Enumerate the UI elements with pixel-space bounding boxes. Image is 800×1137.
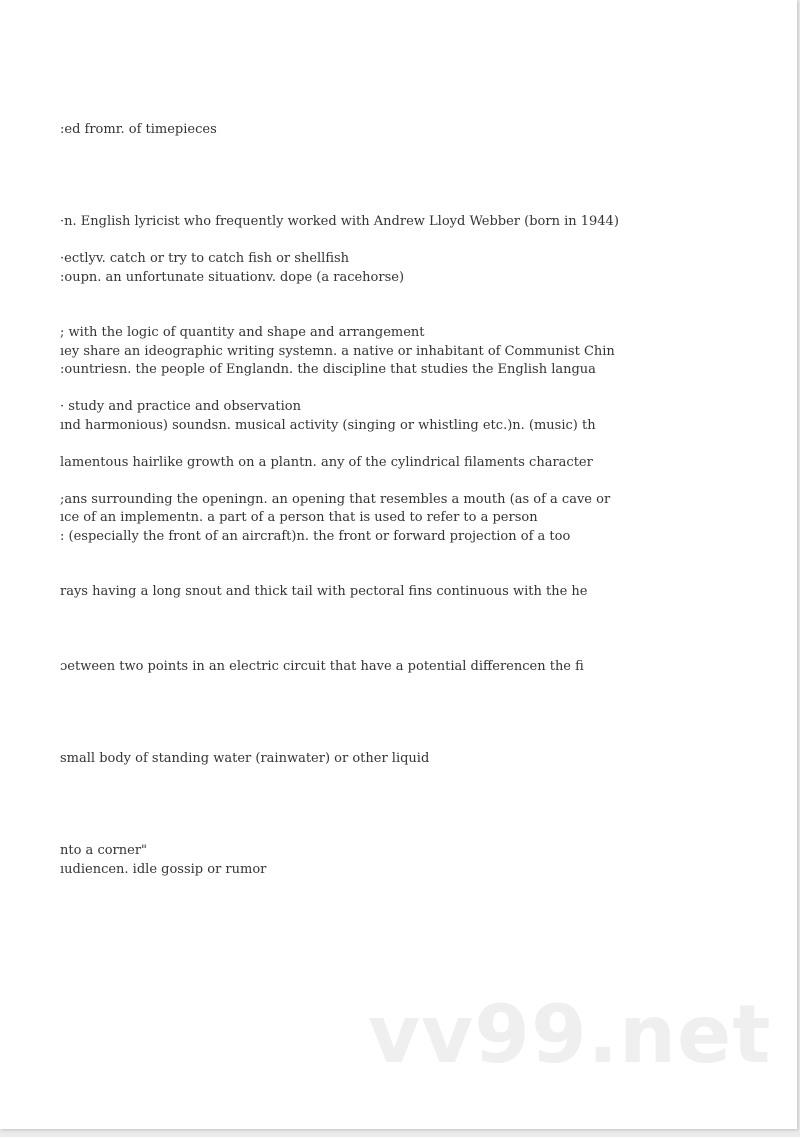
text-line: · study and practice and observation <box>60 399 301 414</box>
text-line: : (especially the front of an aircraft)n. the front or forward projection of a too <box>60 529 571 544</box>
watermark-logo: vv99.net <box>368 988 772 1081</box>
text-line: ıce of an implementn. a part of a person that is used to refer to a person <box>60 510 538 525</box>
text-line: nto a corner" <box>60 843 148 858</box>
text-line: ·n. English lyricist who frequently worked with Andrew Lloyd Webber (born in 1944) <box>60 214 619 229</box>
text-line: small body of standing water (rainwater) or other liquid <box>60 751 430 766</box>
text-line: ·ectlyv. catch or try to catch fish or shellfish <box>60 251 350 266</box>
text-line: rays having a long snout and thick tail with pectoral fins continuous with the he <box>60 584 588 599</box>
text-line: :oupn. an unfortunate situationv. dope (a racehorse) <box>60 270 405 285</box>
text-line: ɔetween two points in an electric circuit that have a potential differencen the fi <box>60 659 584 674</box>
text-line: ıey share an ideographic writing systemn. a native or inhabitant of Communist Chin <box>60 344 615 359</box>
text-line: ;ans surrounding the openingn. an opening that resembles a mouth (as of a cave or <box>60 492 611 507</box>
text-line: ; with the logic of quantity and shape and arrangement <box>60 325 425 340</box>
text-line: :ountriesn. the people of Englandn. the discipline that studies the English langua <box>60 362 596 377</box>
text-line: ınd harmonious) soundsn. musical activity (singing or whistling etc.)n. (music) th <box>60 418 596 433</box>
text-line: ıudiencen. idle gossip or rumor <box>60 862 267 877</box>
text-line: lamentous hairlike growth on a plantn. any of the cylindrical filaments character <box>60 455 593 470</box>
text-line: :ed fromr. of timepieces <box>60 122 217 137</box>
